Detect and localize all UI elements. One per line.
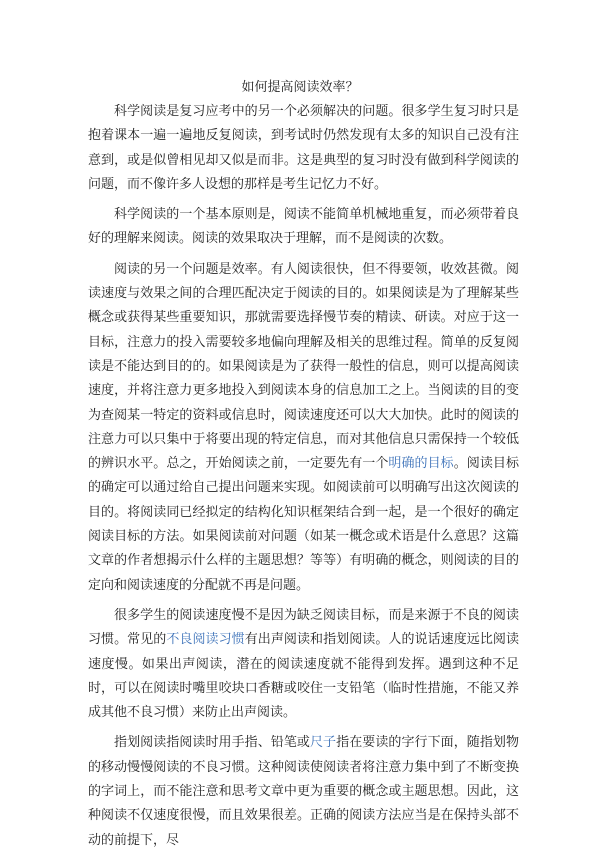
paragraph	[88, 731, 519, 852]
paragraph	[88, 100, 519, 197]
paragraph-text: 很多学生的阅读速度慢不是因为缺乏阅读目标，而是来源于不良的阅读习惯。常见的	[88, 607, 519, 648]
paragraph-text: 阅读的另一个问题是效率。有人阅读很快，但不得要领，收效甚微。阅读速度与效果之间的合理匹配决定于阅读的目的。如果阅读是为了理解某些概念或获得某些重要知识，那就需要选择慢节奏的精读、研读。对应于这一目标，注意力的投入需要较多地偏向理解及相关的思维过程。简单的反复阅读是不能达到目的的。如果阅读是为了获得一般性的信息，则可以提高阅读速度，并将注意力更多地投入到阅读本身的信息加工之上。当阅读的目的变为查阅某一特定的资料或信息时，阅读速度还可以大大加快。此时的阅读的注意力可以只集中于将要出现的特定信息，而对其他信息只需保持一个较低的辨识水平。总之，开始阅读之前，一定要先有一个	[88, 261, 519, 472]
paragraph-text: 。阅读目标的确定可以通过给自己提出问题来实现。如阅读前可以明确写出这次阅读的目的。将阅读同已经拟定的结构化知识框架结合到一起，是一个很好的确定阅读目标的方法。如果阅读前对问题（如某一概念或术语是什么意思？这篇文章的作者想揭示什么样的主题思想？等等）有明确的概念，则阅读的目的定向和阅读速度的分配就不再是问题。	[88, 456, 519, 593]
paragraph	[88, 203, 519, 252]
link-clear-goal[interactable]: 明确的目标	[388, 456, 454, 472]
link-ruler[interactable]: 尺子	[309, 735, 337, 751]
paragraph-text: 科学阅读是复习应考中的另一个必须解决的问题。很多学生复习时只是抱着课本一遍一遍地反复阅读，到考试时仍然发现有太多的知识自己没有注意到，或是似曾相见却又似是而非。这是典型的复习时没有做到科学阅读的问题，而不像许多人设想的那样是考生记忆力不好。	[88, 104, 519, 192]
paragraph-text: 指在要读的字行下面，随指划物的移动慢慢阅读的不良习惯。这种阅读使阅读者将注意力集中到了不断变换的字词上，而不能注意和思考文章中更为重要的概念或主题思想。因此，这种阅读不仅速度很慢，而且效果很差。正确的阅读方法应当是在保持头部不动的前提下，尽	[88, 735, 519, 848]
paragraph-text: 科学阅读的一个基本原则是，阅读不能简单机械地重复，而必须带着良好的理解来阅读。阅读的效果取决于理解，而不是阅读的次数。	[88, 207, 519, 247]
paragraph	[88, 604, 519, 725]
paragraph-text: 指划阅读指阅读时用手指、铅笔或	[114, 735, 310, 751]
paragraph	[88, 258, 519, 598]
paragraph-text: 有出声阅读和指划阅读。人的说话速度远比阅读速度慢。如果出声阅读，潜在的阅读速度就不能得到发挥。遇到这种不足时，可以在阅读时嘴里咬块口香糖或咬住一支铅笔（临时性措施，不能又养成其他不良习惯）来防止出声阅读。	[88, 632, 519, 721]
document-body	[88, 100, 519, 859]
link-bad-reading-habits[interactable]: 不良阅读习惯	[166, 632, 245, 648]
document-title: 如何提高阅读效率？	[241, 80, 359, 95]
